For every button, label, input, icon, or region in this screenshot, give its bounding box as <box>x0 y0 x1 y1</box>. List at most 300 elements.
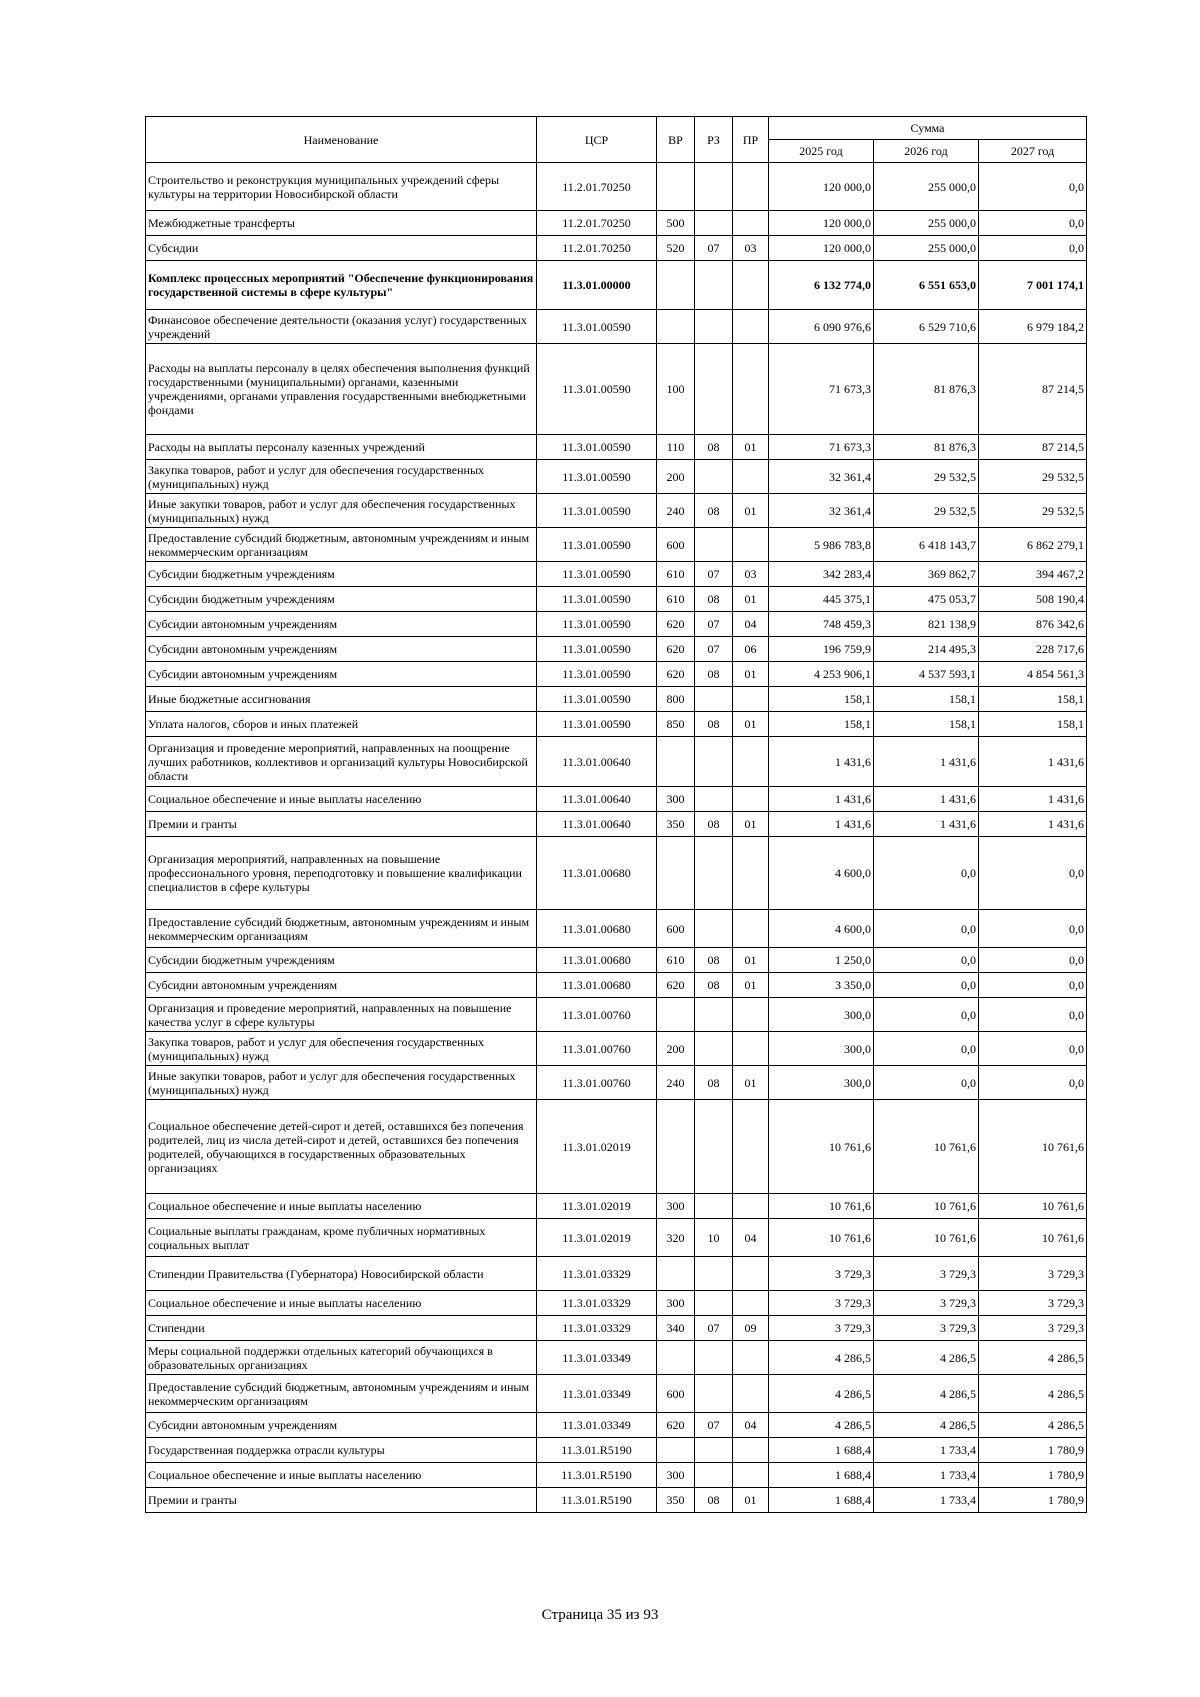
row-rz <box>695 998 733 1032</box>
row-name: Социальное обеспечение и иные выплаты населению <box>146 1194 537 1219</box>
row-name: Субсидии автономным учреждениям <box>146 637 537 662</box>
row-rz <box>695 1194 733 1219</box>
row-pr <box>733 1463 769 1488</box>
row-name: Иные закупки товаров, работ и услуг для обеспечения государственных (муниципальных) нужд <box>146 1066 537 1100</box>
row-csr: 11.3.01.00760 <box>537 998 657 1032</box>
row-rz <box>695 910 733 948</box>
row-name: Социальные выплаты гражданам, кроме публичных нормативных социальных выплат <box>146 1219 537 1257</box>
row-sum-2026: 10 761,6 <box>874 1100 979 1194</box>
row-pr <box>733 1375 769 1413</box>
row-sum-2025: 71 673,3 <box>769 435 874 460</box>
row-rz: 07 <box>695 236 733 261</box>
header-vr: ВР <box>657 117 695 163</box>
row-sum-2027: 1 431,6 <box>979 787 1087 812</box>
row-name: Социальное обеспечение детей-сирот и детей, оставшихся без попечения родителей, лиц из числа детей-сирот и детей, оставшихся без попечения родителей, обучающихся в государственных образовательных организациях <box>146 1100 537 1194</box>
row-csr: 11.3.01.02019 <box>537 1194 657 1219</box>
row-vr: 200 <box>657 1032 695 1066</box>
row-sum-2027: 6 862 279,1 <box>979 528 1087 562</box>
row-vr: 350 <box>657 812 695 837</box>
row-vr: 520 <box>657 236 695 261</box>
row-csr: 11.3.01.03349 <box>537 1341 657 1375</box>
row-sum-2026: 0,0 <box>874 837 979 910</box>
row-pr: 01 <box>733 973 769 998</box>
row-pr: 01 <box>733 1066 769 1100</box>
table-row <box>146 712 1087 737</box>
row-sum-2026: 10 761,6 <box>874 1194 979 1219</box>
row-rz <box>695 1032 733 1066</box>
row-sum-2025: 4 600,0 <box>769 837 874 910</box>
row-name: Предоставление субсидий бюджетным, автономным учреждениям и иным некоммерческим организациям <box>146 528 537 562</box>
row-sum-2026: 29 532,5 <box>874 494 979 528</box>
row-csr: 11.3.01.00590 <box>537 435 657 460</box>
row-sum-2025: 300,0 <box>769 1032 874 1066</box>
row-sum-2025: 196 759,9 <box>769 637 874 662</box>
row-pr <box>733 528 769 562</box>
row-rz <box>695 787 733 812</box>
row-name: Межбюджетные трансферты <box>146 211 537 236</box>
row-name: Финансовое обеспечение деятельности (оказания услуг) государственных учреждений <box>146 310 537 344</box>
row-pr <box>733 344 769 435</box>
row-sum-2025: 120 000,0 <box>769 211 874 236</box>
row-csr: 11.3.01.00590 <box>537 460 657 494</box>
row-csr: 11.3.01.00760 <box>537 1032 657 1066</box>
row-csr: 11.3.01.03329 <box>537 1316 657 1341</box>
table-row <box>146 1488 1087 1513</box>
row-pr: 03 <box>733 562 769 587</box>
budget-table <box>145 116 1087 1513</box>
table-row <box>146 344 1087 435</box>
row-rz: 08 <box>695 1488 733 1513</box>
row-vr: 300 <box>657 1463 695 1488</box>
row-name: Уплата налогов, сборов и иных платежей <box>146 712 537 737</box>
row-sum-2027: 6 979 184,2 <box>979 310 1087 344</box>
row-vr <box>657 998 695 1032</box>
row-pr: 01 <box>733 712 769 737</box>
row-pr <box>733 787 769 812</box>
row-rz <box>695 344 733 435</box>
row-pr <box>733 687 769 712</box>
row-name: Иные закупки товаров, работ и услуг для обеспечения государственных (муниципальных) нужд <box>146 494 537 528</box>
row-sum-2025: 4 600,0 <box>769 910 874 948</box>
row-sum-2025: 1 431,6 <box>769 787 874 812</box>
table-row <box>146 236 1087 261</box>
row-sum-2026: 3 729,3 <box>874 1257 979 1291</box>
row-sum-2025: 300,0 <box>769 1066 874 1100</box>
row-name: Предоставление субсидий бюджетным, автономным учреждениям и иным некоммерческим организациям <box>146 910 537 948</box>
row-sum-2026: 6 551 653,0 <box>874 261 979 310</box>
row-vr: 610 <box>657 948 695 973</box>
row-sum-2027: 0,0 <box>979 973 1087 998</box>
row-rz <box>695 460 733 494</box>
row-sum-2026: 81 876,3 <box>874 344 979 435</box>
table-row <box>146 1375 1087 1413</box>
row-sum-2027: 0,0 <box>979 948 1087 973</box>
row-sum-2025: 3 729,3 <box>769 1316 874 1341</box>
row-csr: 11.2.01.70250 <box>537 163 657 211</box>
row-name: Организация и проведение мероприятий, направленных на поощрение лучших работников, коллективов и организаций культуры Новосибирской области <box>146 737 537 787</box>
row-rz <box>695 1291 733 1316</box>
row-pr: 03 <box>733 236 769 261</box>
row-pr: 01 <box>733 1488 769 1513</box>
row-sum-2026: 1 733,4 <box>874 1463 979 1488</box>
row-vr: 240 <box>657 494 695 528</box>
row-sum-2026: 369 862,7 <box>874 562 979 587</box>
row-csr: 11.3.01.R5190 <box>537 1438 657 1463</box>
row-vr <box>657 163 695 211</box>
row-sum-2026: 0,0 <box>874 973 979 998</box>
row-pr: 06 <box>733 637 769 662</box>
row-sum-2026: 158,1 <box>874 687 979 712</box>
row-name: Субсидии автономным учреждениям <box>146 612 537 637</box>
row-sum-2025: 32 361,4 <box>769 460 874 494</box>
row-sum-2025: 4 286,5 <box>769 1413 874 1438</box>
row-sum-2027: 0,0 <box>979 211 1087 236</box>
row-vr: 600 <box>657 528 695 562</box>
row-name: Стипендии Правительства (Губернатора) Новосибирской области <box>146 1257 537 1291</box>
row-csr: 11.3.01.02019 <box>537 1219 657 1257</box>
row-rz: 08 <box>695 812 733 837</box>
row-sum-2025: 1 431,6 <box>769 737 874 787</box>
row-vr <box>657 1341 695 1375</box>
row-name: Субсидии автономным учреждениям <box>146 973 537 998</box>
row-sum-2025: 3 729,3 <box>769 1257 874 1291</box>
table-row <box>146 948 1087 973</box>
row-sum-2026: 0,0 <box>874 1066 979 1100</box>
row-vr: 620 <box>657 1413 695 1438</box>
row-sum-2026: 4 286,5 <box>874 1375 979 1413</box>
row-vr <box>657 1438 695 1463</box>
row-csr: 11.3.01.00640 <box>537 787 657 812</box>
row-sum-2027: 1 431,6 <box>979 737 1087 787</box>
row-csr: 11.3.01.00000 <box>537 261 657 310</box>
row-rz: 07 <box>695 637 733 662</box>
row-sum-2026: 1 733,4 <box>874 1488 979 1513</box>
header-csr: ЦСР <box>537 117 657 163</box>
row-pr <box>733 460 769 494</box>
row-csr: 11.3.01.R5190 <box>537 1463 657 1488</box>
row-sum-2026: 4 286,5 <box>874 1413 979 1438</box>
row-pr <box>733 310 769 344</box>
row-vr <box>657 837 695 910</box>
row-sum-2027: 29 532,5 <box>979 494 1087 528</box>
row-sum-2026: 821 138,9 <box>874 612 979 637</box>
row-pr <box>733 737 769 787</box>
row-name: Расходы на выплаты персоналу в целях обеспечения выполнения функций государственными (муниципальными) органами, казенными учреждениями, органами управления государственными внебюджетными фондами <box>146 344 537 435</box>
row-name: Иные бюджетные ассигнования <box>146 687 537 712</box>
row-sum-2025: 5 986 783,8 <box>769 528 874 562</box>
row-sum-2026: 3 729,3 <box>874 1291 979 1316</box>
table-row <box>146 637 1087 662</box>
row-sum-2026: 255 000,0 <box>874 163 979 211</box>
table-row <box>146 910 1087 948</box>
row-name: Организация мероприятий, направленных на повышение профессионального уровня, переподготовку и повышение квалификации специалистов в сфере культуры <box>146 837 537 910</box>
row-sum-2026: 0,0 <box>874 1032 979 1066</box>
row-vr: 300 <box>657 1194 695 1219</box>
table-row <box>146 1219 1087 1257</box>
row-pr <box>733 1341 769 1375</box>
row-vr: 620 <box>657 637 695 662</box>
table-row <box>146 562 1087 587</box>
row-sum-2027: 1 780,9 <box>979 1463 1087 1488</box>
row-csr: 11.3.01.00640 <box>537 812 657 837</box>
row-name: Субсидии бюджетным учреждениям <box>146 562 537 587</box>
table-row <box>146 261 1087 310</box>
row-csr: 11.3.01.00590 <box>537 587 657 612</box>
row-sum-2025: 342 283,4 <box>769 562 874 587</box>
row-pr: 01 <box>733 587 769 612</box>
row-csr: 11.3.01.00680 <box>537 973 657 998</box>
row-name: Предоставление субсидий бюджетным, автономным учреждениям и иным некоммерческим организациям <box>146 1375 537 1413</box>
row-vr <box>657 261 695 310</box>
row-sum-2026: 158,1 <box>874 712 979 737</box>
row-sum-2027: 4 286,5 <box>979 1341 1087 1375</box>
row-rz <box>695 1341 733 1375</box>
row-sum-2027: 3 729,3 <box>979 1257 1087 1291</box>
row-vr: 340 <box>657 1316 695 1341</box>
row-sum-2025: 4 253 906,1 <box>769 662 874 687</box>
row-name: Премии и гранты <box>146 1488 537 1513</box>
row-rz <box>695 1438 733 1463</box>
row-pr: 01 <box>733 435 769 460</box>
row-csr: 11.3.01.00590 <box>537 612 657 637</box>
row-name: Государственная поддержка отрасли культуры <box>146 1438 537 1463</box>
row-csr: 11.2.01.70250 <box>537 211 657 236</box>
row-sum-2027: 10 761,6 <box>979 1100 1087 1194</box>
table-row <box>146 1291 1087 1316</box>
row-sum-2026: 0,0 <box>874 998 979 1032</box>
row-sum-2025: 158,1 <box>769 687 874 712</box>
row-sum-2025: 10 761,6 <box>769 1219 874 1257</box>
row-vr: 320 <box>657 1219 695 1257</box>
row-sum-2027: 10 761,6 <box>979 1194 1087 1219</box>
row-sum-2027: 0,0 <box>979 910 1087 948</box>
table-row <box>146 494 1087 528</box>
row-sum-2027: 4 286,5 <box>979 1413 1087 1438</box>
row-sum-2027: 158,1 <box>979 712 1087 737</box>
row-rz <box>695 1375 733 1413</box>
row-sum-2025: 3 350,0 <box>769 973 874 998</box>
row-rz <box>695 211 733 236</box>
row-name: Социальное обеспечение и иные выплаты населению <box>146 787 537 812</box>
row-pr <box>733 998 769 1032</box>
header-year-2027: 2027 год <box>979 140 1087 163</box>
row-rz <box>695 837 733 910</box>
row-sum-2027: 3 729,3 <box>979 1291 1087 1316</box>
table-row <box>146 1413 1087 1438</box>
table-row <box>146 528 1087 562</box>
row-csr: 11.3.01.00590 <box>537 310 657 344</box>
row-vr: 800 <box>657 687 695 712</box>
row-pr <box>733 211 769 236</box>
table-row <box>146 1341 1087 1375</box>
row-rz <box>695 310 733 344</box>
row-rz: 07 <box>695 562 733 587</box>
row-sum-2026: 29 532,5 <box>874 460 979 494</box>
row-sum-2025: 1 688,4 <box>769 1438 874 1463</box>
row-sum-2027: 4 286,5 <box>979 1375 1087 1413</box>
row-sum-2026: 10 761,6 <box>874 1219 979 1257</box>
row-rz <box>695 261 733 310</box>
row-pr <box>733 910 769 948</box>
row-sum-2027: 0,0 <box>979 236 1087 261</box>
row-pr <box>733 1291 769 1316</box>
row-sum-2025: 32 361,4 <box>769 494 874 528</box>
row-pr <box>733 1194 769 1219</box>
row-pr: 01 <box>733 494 769 528</box>
row-sum-2026: 0,0 <box>874 910 979 948</box>
row-vr: 110 <box>657 435 695 460</box>
row-name: Строительство и реконструкция муниципальных учреждений сферы культуры на территории Новосибирской области <box>146 163 537 211</box>
row-rz <box>695 737 733 787</box>
row-sum-2027: 1 431,6 <box>979 812 1087 837</box>
row-sum-2027: 394 467,2 <box>979 562 1087 587</box>
row-csr: 11.2.01.70250 <box>537 236 657 261</box>
row-rz: 08 <box>695 662 733 687</box>
row-sum-2027: 1 780,9 <box>979 1488 1087 1513</box>
row-rz: 08 <box>695 435 733 460</box>
table-row <box>146 310 1087 344</box>
row-pr: 04 <box>733 1219 769 1257</box>
table-row <box>146 435 1087 460</box>
table-row <box>146 1438 1087 1463</box>
row-pr <box>733 837 769 910</box>
row-vr: 610 <box>657 562 695 587</box>
row-name: Социальное обеспечение и иные выплаты населению <box>146 1291 537 1316</box>
row-pr <box>733 1032 769 1066</box>
row-sum-2025: 748 459,3 <box>769 612 874 637</box>
row-csr: 11.3.01.00680 <box>537 837 657 910</box>
row-sum-2027: 0,0 <box>979 998 1087 1032</box>
row-sum-2026: 3 729,3 <box>874 1316 979 1341</box>
table-row <box>146 587 1087 612</box>
row-vr: 300 <box>657 1291 695 1316</box>
row-rz <box>695 528 733 562</box>
row-vr: 500 <box>657 211 695 236</box>
row-rz <box>695 1257 733 1291</box>
row-csr: 11.3.01.00680 <box>537 910 657 948</box>
row-csr: 11.3.01.00680 <box>537 948 657 973</box>
row-sum-2025: 158,1 <box>769 712 874 737</box>
row-pr: 09 <box>733 1316 769 1341</box>
row-vr <box>657 310 695 344</box>
row-vr: 350 <box>657 1488 695 1513</box>
header-name: Наименование <box>146 117 537 163</box>
row-vr: 100 <box>657 344 695 435</box>
table-row <box>146 837 1087 910</box>
row-name: Стипендии <box>146 1316 537 1341</box>
row-vr: 620 <box>657 662 695 687</box>
row-vr: 620 <box>657 973 695 998</box>
row-pr <box>733 1100 769 1194</box>
row-sum-2025: 10 761,6 <box>769 1194 874 1219</box>
row-sum-2027: 1 780,9 <box>979 1438 1087 1463</box>
table-row <box>146 163 1087 211</box>
table-row <box>146 998 1087 1032</box>
row-sum-2026: 81 876,3 <box>874 435 979 460</box>
table-row <box>146 787 1087 812</box>
row-sum-2026: 0,0 <box>874 948 979 973</box>
row-csr: 11.3.01.00760 <box>537 1066 657 1100</box>
header-year-2026: 2026 год <box>874 140 979 163</box>
row-name: Субсидии <box>146 236 537 261</box>
row-sum-2027: 3 729,3 <box>979 1316 1087 1341</box>
row-rz <box>695 1463 733 1488</box>
row-vr <box>657 737 695 787</box>
row-csr: 11.3.01.03329 <box>537 1257 657 1291</box>
row-rz: 08 <box>695 587 733 612</box>
row-csr: 11.3.01.00590 <box>537 637 657 662</box>
table-row <box>146 812 1087 837</box>
row-name: Субсидии бюджетным учреждениям <box>146 948 537 973</box>
row-sum-2026: 255 000,0 <box>874 236 979 261</box>
row-vr: 610 <box>657 587 695 612</box>
row-pr: 01 <box>733 812 769 837</box>
row-vr: 600 <box>657 910 695 948</box>
row-sum-2025: 120 000,0 <box>769 163 874 211</box>
row-sum-2027: 0,0 <box>979 1032 1087 1066</box>
row-csr: 11.3.01.00640 <box>537 737 657 787</box>
row-csr: 11.3.01.00590 <box>537 528 657 562</box>
table-row <box>146 1032 1087 1066</box>
row-pr: 01 <box>733 662 769 687</box>
row-sum-2026: 4 537 593,1 <box>874 662 979 687</box>
row-sum-2027: 508 190,4 <box>979 587 1087 612</box>
table-row <box>146 612 1087 637</box>
row-name: Социальное обеспечение и иные выплаты населению <box>146 1463 537 1488</box>
row-sum-2025: 4 286,5 <box>769 1341 874 1375</box>
table-body <box>146 163 1087 1513</box>
row-csr: 11.3.01.03349 <box>537 1413 657 1438</box>
row-rz <box>695 687 733 712</box>
row-vr <box>657 1257 695 1291</box>
table-row <box>146 1100 1087 1194</box>
row-pr <box>733 1438 769 1463</box>
row-vr: 300 <box>657 787 695 812</box>
row-pr <box>733 261 769 310</box>
row-sum-2026: 255 000,0 <box>874 211 979 236</box>
row-sum-2026: 6 529 710,6 <box>874 310 979 344</box>
row-sum-2027: 228 717,6 <box>979 637 1087 662</box>
row-rz <box>695 1100 733 1194</box>
row-sum-2026: 1 431,6 <box>874 737 979 787</box>
row-sum-2026: 6 418 143,7 <box>874 528 979 562</box>
row-sum-2026: 475 053,7 <box>874 587 979 612</box>
row-vr: 850 <box>657 712 695 737</box>
row-pr: 04 <box>733 1413 769 1438</box>
row-csr: 11.3.01.00590 <box>537 662 657 687</box>
row-pr: 04 <box>733 612 769 637</box>
table-row <box>146 211 1087 236</box>
row-sum-2025: 1 431,6 <box>769 812 874 837</box>
table-row <box>146 1257 1087 1291</box>
row-csr: 11.3.01.R5190 <box>537 1488 657 1513</box>
row-sum-2025: 1 688,4 <box>769 1488 874 1513</box>
row-csr: 11.3.01.03349 <box>537 1375 657 1413</box>
row-sum-2026: 1 431,6 <box>874 812 979 837</box>
row-sum-2027: 87 214,5 <box>979 344 1087 435</box>
row-sum-2026: 214 495,3 <box>874 637 979 662</box>
row-vr: 240 <box>657 1066 695 1100</box>
row-rz: 08 <box>695 973 733 998</box>
row-pr: 01 <box>733 948 769 973</box>
row-rz: 07 <box>695 612 733 637</box>
row-csr: 11.3.01.03329 <box>537 1291 657 1316</box>
header-sum: Сумма <box>769 117 1087 140</box>
row-name: Субсидии автономным учреждениям <box>146 662 537 687</box>
row-rz: 08 <box>695 712 733 737</box>
row-vr: 600 <box>657 1375 695 1413</box>
row-sum-2025: 445 375,1 <box>769 587 874 612</box>
